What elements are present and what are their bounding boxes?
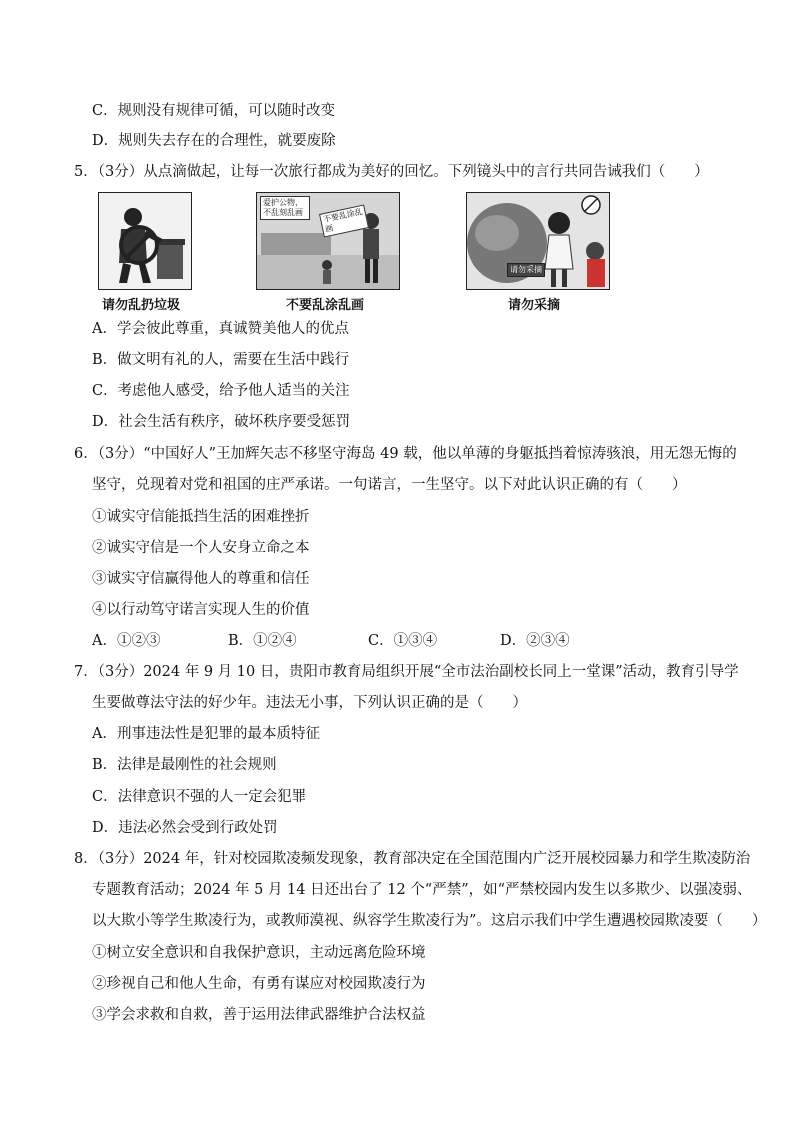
q6-option-c: C．①③④	[368, 633, 438, 649]
graffiti-caption: 不要乱涂乱画	[286, 298, 365, 313]
q6-statement-2: ②诚实守信是一个人安身立命之本	[92, 540, 310, 556]
question-8-stem-3: 以大欺小等学生欺凌行为，或教师漠视、纵容学生欺凌行为”。这启示我们中学生遭遇校园欺凌要（ ）	[92, 913, 767, 929]
q8-statement-1: ①树立安全意识和自我保护意识，主动远离危险环境	[92, 945, 426, 961]
q7-option-b: B．法律是最刚性的社会规则	[92, 757, 277, 773]
option-c-text: C．规则没有规律可循，可以随时改变	[92, 103, 336, 119]
q7-option-a: A．刑事违法性是犯罪的最本质特征	[92, 726, 320, 742]
question-6-stem-2: 坚守，兑现着对党和祖国的庄严承诺。一句诺言，一生坚守。以下对此认识正确的有（ ）	[92, 477, 687, 493]
question-8-stem-2: 专题教育活动；2024 年 5 月 14 日还出台了 12 个“严禁”，如“严禁校园内发生以多欺少、以强凌弱、	[92, 882, 752, 898]
q5-option-d: D．社会生活有秩序，破坏秩序要受惩罚	[92, 414, 351, 430]
q8-statement-3: ③学会求救和自救，善于运用法律武器维护合法权益	[92, 1007, 426, 1023]
picking-caption: 请勿采摘	[508, 298, 561, 313]
picking-sign: 请勿采摘	[507, 263, 545, 277]
question-8-stem-1: 8．（3分）2024 年，针对校园欺凌频发现象，教育部决定在全国范围内广泛开展校园暴力和学生欺凌防治	[74, 851, 751, 867]
graffiti-image	[256, 192, 400, 290]
litter-caption: 请勿乱扔垃圾	[102, 298, 181, 313]
q6-option-d: D．②③④	[500, 633, 570, 649]
q5-option-c: C．考虑他人感受，给予他人适当的关注	[92, 383, 350, 399]
q8-statement-2: ②珍视自己和他人生命，有勇有谋应对校园欺凌行为	[92, 976, 426, 992]
q6-option-b: B．①②④	[228, 633, 297, 649]
litter-image	[98, 192, 192, 290]
question-5-stem: 5．（3分）从点滴做起，让每一次旅行都成为美好的回忆。下列镜头中的言行共同告诫我们（ ）	[74, 164, 709, 180]
option-d-text: D．规则失去存在的合理性，就要废除	[92, 133, 336, 149]
q5-option-a: A．学会彼此尊重，真诚赞美他人的优点	[92, 321, 349, 337]
q6-statement-1: ①诚实守信能抵挡生活的困难挫折	[92, 509, 310, 525]
question-7-stem-2: 生要做尊法守法的好少年。违法无小事，下列认识正确的是（ ）	[92, 695, 527, 711]
question-7-stem-1: 7．（3分）2024 年 9 月 10 日，贵阳市教育局组织开展“全市法治副校长同上一堂课”活动，教育引导学	[74, 664, 739, 680]
q7-option-c: C．法律意识不强的人一定会犯罪	[92, 789, 307, 805]
question-6-stem-1: 6．（3分）“中国好人”王加辉矢志不移坚守海岛 49 载，他以单薄的身躯抵挡着惊涛骇浪，用无怨无悔的	[74, 446, 737, 462]
picking-image	[466, 192, 610, 290]
q6-statement-3: ③诚实守信赢得他人的尊重和信任	[92, 571, 310, 587]
litter-illustration	[99, 193, 191, 289]
q5-option-b: B．做文明有礼的人，需要在生活中践行	[92, 352, 350, 368]
graffiti-sign-1: 爱护公物，不乱刻乱画	[260, 196, 310, 220]
graffiti-sign-2: 不要乱涂乱画	[319, 204, 369, 237]
q6-option-a: A．①②③	[92, 633, 161, 649]
q6-statement-4: ④以行动笃守诺言实现人生的价值	[92, 602, 310, 618]
q7-option-d: D．违法必然会受到行政处罚	[92, 820, 278, 836]
